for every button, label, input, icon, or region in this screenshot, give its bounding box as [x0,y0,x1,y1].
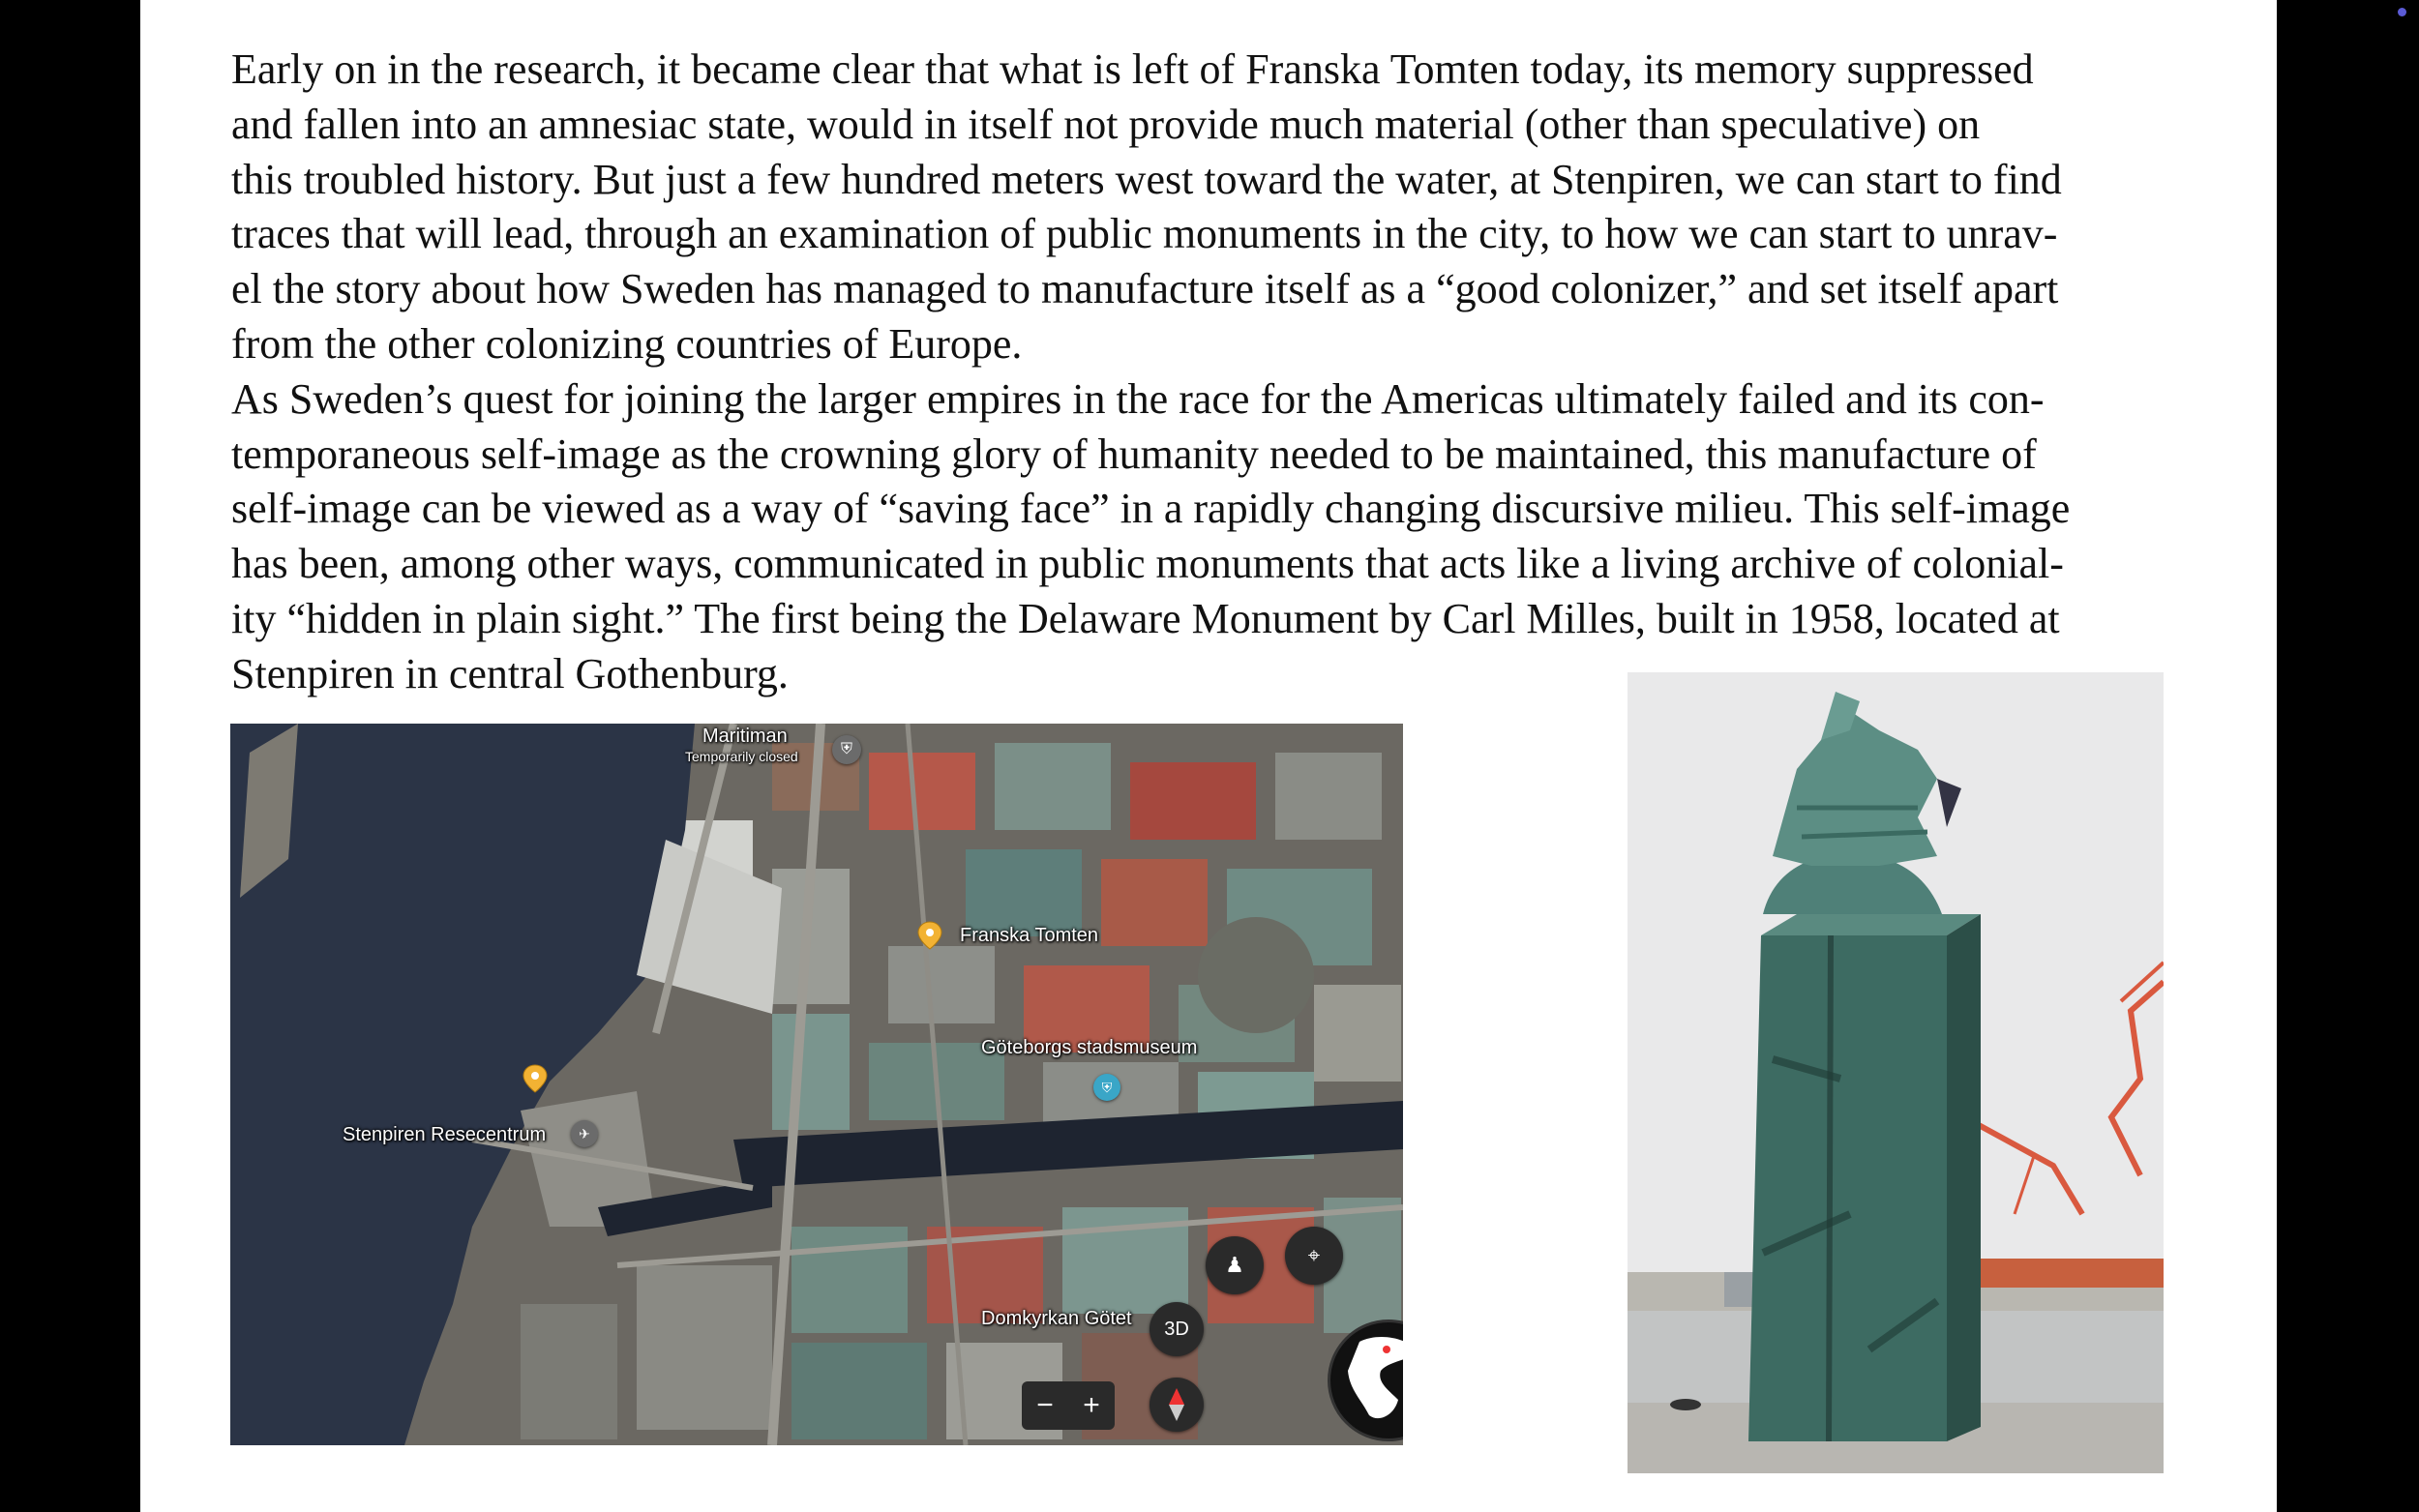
text-line: has been, among other ways, communicated in public monuments that acts like a living archive of colonial- [231,540,2064,588]
map-label-maritiman-status: Temporarily closed [685,749,798,764]
text-line: temporaneous self-image as the crowning glory of humanity needed to be maintained, this manufacture of [231,430,2037,478]
paragraph-1 [231,43,2263,372]
compass-icon[interactable] [1150,1378,1204,1432]
map-label-franska-tomten[interactable]: Franska Tomten [960,925,1099,946]
text-line: traces that will lead, through an examination of public monuments in the city, to how we can start to unrav- [231,210,2058,258]
map-label-domkyrkan[interactable]: Domkyrkan Götet [981,1308,1132,1329]
place-pin-icon[interactable] [521,1064,550,1093]
zoom-controls [1022,1381,1115,1430]
text-line: this troubled history. But just a few hundred meters west toward the water, at Stenpiren, we can start to find [231,155,2062,203]
paragraph-2 [231,372,2263,702]
satellite-map[interactable] [230,724,1403,1445]
text-line: Stenpiren in central Gothenburg. [231,649,789,697]
map-label-stenpiren[interactable]: Stenpiren Resecentrum [343,1124,547,1145]
my-location-icon[interactable]: ⌖ [1285,1227,1343,1285]
place-pin-icon[interactable] [915,921,944,950]
monument-photo [1628,672,2164,1473]
pegman-icon[interactable]: ♟ [1206,1236,1264,1294]
transit-icon[interactable]: ✈ [571,1120,598,1147]
document-page [140,0,2277,1512]
text-line: Early on in the research, it became clear that what is left of Franska Tomten today, its memory suppressed [231,45,2034,93]
zoom-in-button[interactable]: + [1083,1389,1100,1421]
text-line: from the other colonizing countries of Europe. [231,319,1023,368]
map-label-stadsmuseum[interactable]: Göteborgs stadsmuseum [981,1037,1198,1058]
text-line: el the story about how Sweden has managed to manufacture itself as a “good colonizer,” and set itself apart [231,265,2059,313]
status-dot [2398,8,2406,16]
text-line: As Sweden’s quest for joining the larger empires in the race for the Americas ultimately failed and its con- [231,374,2045,423]
3d-toggle-button[interactable]: 3D [1150,1302,1204,1356]
zoom-out-button[interactable]: − [1036,1389,1054,1421]
text-line: ity “hidden in plain sight.” The first being the Delaware Monument by Carl Milles, built in 1958, located at [231,594,2060,642]
text-line: self-image can be viewed as a way of “saving face” in a rapidly changing discursive milieu. This self-image [231,485,2071,533]
map-imagery [230,724,1403,1445]
map-label-maritiman[interactable]: Maritiman [702,726,788,747]
monument-image [1628,672,2164,1473]
text-line: and fallen into an amnesiac state, would in itself not provide much material (other than speculative) on [231,100,1981,148]
museum-icon[interactable]: ⛨ [1093,1074,1120,1101]
body-text [231,43,2263,702]
museum-icon[interactable]: ⛨ [832,735,861,764]
